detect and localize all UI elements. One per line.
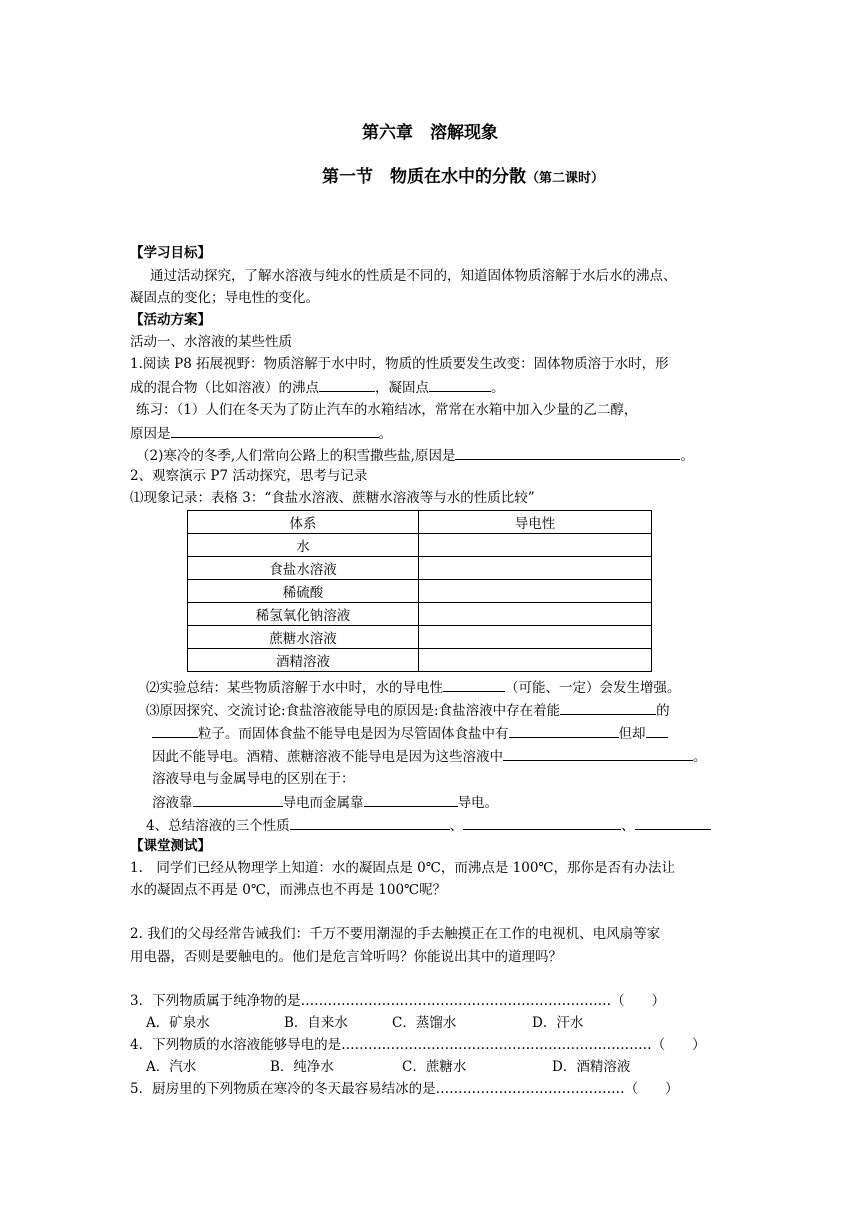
heading-goals: 【学习目标】 [130,245,211,261]
table-cell-answer[interactable] [419,557,652,580]
item-1-line-b [130,377,505,398]
blank-reason-1[interactable] [171,423,379,438]
text: 导电而金属靠 [282,795,364,811]
text: 溶液靠 [152,795,193,811]
blank-solid-salt[interactable] [509,723,619,738]
option-b[interactable]: B．自来水 [284,1015,348,1031]
table-row [188,557,652,580]
item-4 [146,815,711,836]
table-row [188,649,652,672]
blank-metal-carrier[interactable] [364,792,458,807]
question-3 [130,991,665,1011]
section-title-main: 第一节 物质在水中的分散 [322,167,526,187]
text: 、 [621,818,635,834]
summary-2 [146,677,681,698]
blank-reason-2[interactable] [455,445,680,460]
table-cell-answer[interactable] [419,534,652,557]
leader-dots: …………………………………………………………… [300,993,612,1009]
heading-plan: 【活动方案】 [130,312,211,328]
text: 因此不能导电。酒精、蔗糖溶液不能导电是因为这些溶液中 [152,749,503,765]
text: 。 [378,426,392,442]
table-cell-system: 食盐水溶液 [188,557,419,580]
table-cell-system: 稀硫酸 [188,580,419,603]
item-1-line-a: 1.阅读 P8 拓展视野：物质溶解于水中时，物质的性质要发生改变：固体物质溶于水时，形 [130,356,669,372]
option-a[interactable]: A．汽水 [146,1059,197,1075]
question-4 [130,1035,706,1055]
option-d[interactable]: D．酒精溶液 [552,1059,631,1075]
goal-line-1: 通过活动探究，了解水溶液与纯水的性质是不同的，知道固体物质溶解于水后水的沸点、 [150,268,677,284]
reason-line-a [146,700,670,721]
table-cell-answer[interactable] [419,649,652,672]
table-cell-answer[interactable] [419,603,652,626]
table-cell-answer[interactable] [419,580,652,603]
table-row [188,534,652,557]
question-5 [130,1079,679,1099]
option-a[interactable]: A．矿泉水 [146,1015,210,1031]
text: 粒子。而固体食盐不能导电是因为尽管固体食盐中有 [198,726,509,742]
reason-line-d: 溶液导电与金属导电的区别在于： [152,771,355,787]
table-header-conductivity: 导电性 [419,511,652,534]
text: 原因是 [130,426,171,442]
text: ⑶原因探究、交流讨论:食盐溶液能导电的原因是:食盐溶液中存在着能 [146,703,561,719]
text: 4．下列物质的水溶液能够导电的是 [130,1037,342,1053]
comparison-table [187,510,652,672]
blank-no-conduct[interactable] [503,746,693,761]
item-2-heading: 2、观察演示 P7 活动探究，思考与记录 [130,468,368,484]
text: （可能、一定）会发生增强。 [505,680,681,696]
blank-property-1[interactable] [290,815,450,830]
answer-parens[interactable]: （ ） [651,1037,706,1053]
blank-move[interactable] [560,700,656,715]
reason-line-c [152,746,707,767]
option-b[interactable]: B．纯净水 [270,1059,334,1075]
blank-boiling-point[interactable] [319,377,375,392]
exercise-2 [136,445,694,466]
question-1-line-a: 1. 同学们已经从物理学上知道：水的凝固点是 0℃，而沸点是 100℃，那你是否有办法让 [130,860,676,876]
text: ，凝固点 [375,380,429,396]
text: 4、总结溶液的三个性质 [146,818,290,834]
text: ⑵实验总结：某些物质溶解于水中时，水的导电性 [146,680,443,696]
option-c[interactable]: C．蒸馏水 [392,1015,457,1031]
blank-but[interactable] [646,723,668,738]
reason-line-e [152,792,498,813]
item-2-record: ⑴现象记录：表格 3：“食盐水溶液、蔗糖水溶液等与水的性质比较” [130,490,535,506]
leader-dots: …………………………………………………………… [341,1037,652,1053]
heading-test: 【课堂测试】 [130,838,211,854]
blank-property-3[interactable] [635,815,711,830]
text: （2)寒冷的冬季,人们常向公路上的积雪撒些盐,原因是 [136,448,456,464]
option-c[interactable]: C．蔗糖水 [402,1059,467,1075]
question-2-line-b: 用电器，否则是要触电的。他们是危言耸听吗？你能说出其中的道理吗？ [130,949,562,965]
leader-dots: …………………………………… [435,1081,625,1097]
text: 3．下列物质属于纯净物的是 [130,993,301,1009]
table-cell-system: 蔗糖水溶液 [188,626,419,649]
exercise-1-line-a: 练习：（1）人们在冬天为了防止汽车的水箱结冰，常常在水箱中加入少量的乙二醇， [136,402,638,418]
reason-line-b [152,723,668,744]
table-cell-answer[interactable] [419,626,652,649]
text: 导电。 [457,795,498,811]
text: 。 [680,448,694,464]
question-1-line-b: 水的凝固点不再是 0℃，而沸点也不再是 100℃呢？ [130,882,447,898]
blank-freezing-point[interactable] [429,377,491,392]
table-row [188,603,652,626]
blank-property-2[interactable] [463,815,621,830]
table-row [188,580,652,603]
activity-1-heading: 活动一、水溶液的某些性质 [130,334,292,350]
table-cell-system: 酒精溶液 [188,649,419,672]
blank-possibility[interactable] [443,677,505,692]
exercise-1-line-b [130,423,392,444]
text: 。 [491,380,505,396]
blank-particles[interactable] [152,723,198,738]
answer-parens[interactable]: （ ） [611,993,666,1009]
text: 。 [693,749,707,765]
table-header-row [188,511,652,534]
table-header-system: 体系 [188,511,419,534]
blank-solution-carrier[interactable] [193,792,283,807]
question-2-line-a: 2. 我们的父母经常告诫我们：千万不要用潮湿的手去触摸正在工作的电视机、电风扇等家 [130,926,661,942]
text: 成的混合物（比如溶液）的沸点 [130,380,319,396]
table-cell-system: 稀氢氧化钠溶液 [188,603,419,626]
text: 5．厨房里的下列物质在寒冷的冬天最容易结冰的是 [130,1081,436,1097]
section-title [322,162,604,187]
goal-line-2: 凝固点的变化；导电性的变化。 [130,290,319,306]
option-d[interactable]: D．汗水 [532,1015,584,1031]
text: 、 [449,818,464,834]
table-cell-system: 水 [188,534,419,557]
chapter-title: 第六章 溶解现象 [362,123,498,143]
text: 的 [656,703,670,719]
answer-parens[interactable]: （ ） [624,1081,679,1097]
text: 但却 [618,726,646,742]
table-row [188,626,652,649]
section-title-note: （第二课时） [526,171,605,186]
